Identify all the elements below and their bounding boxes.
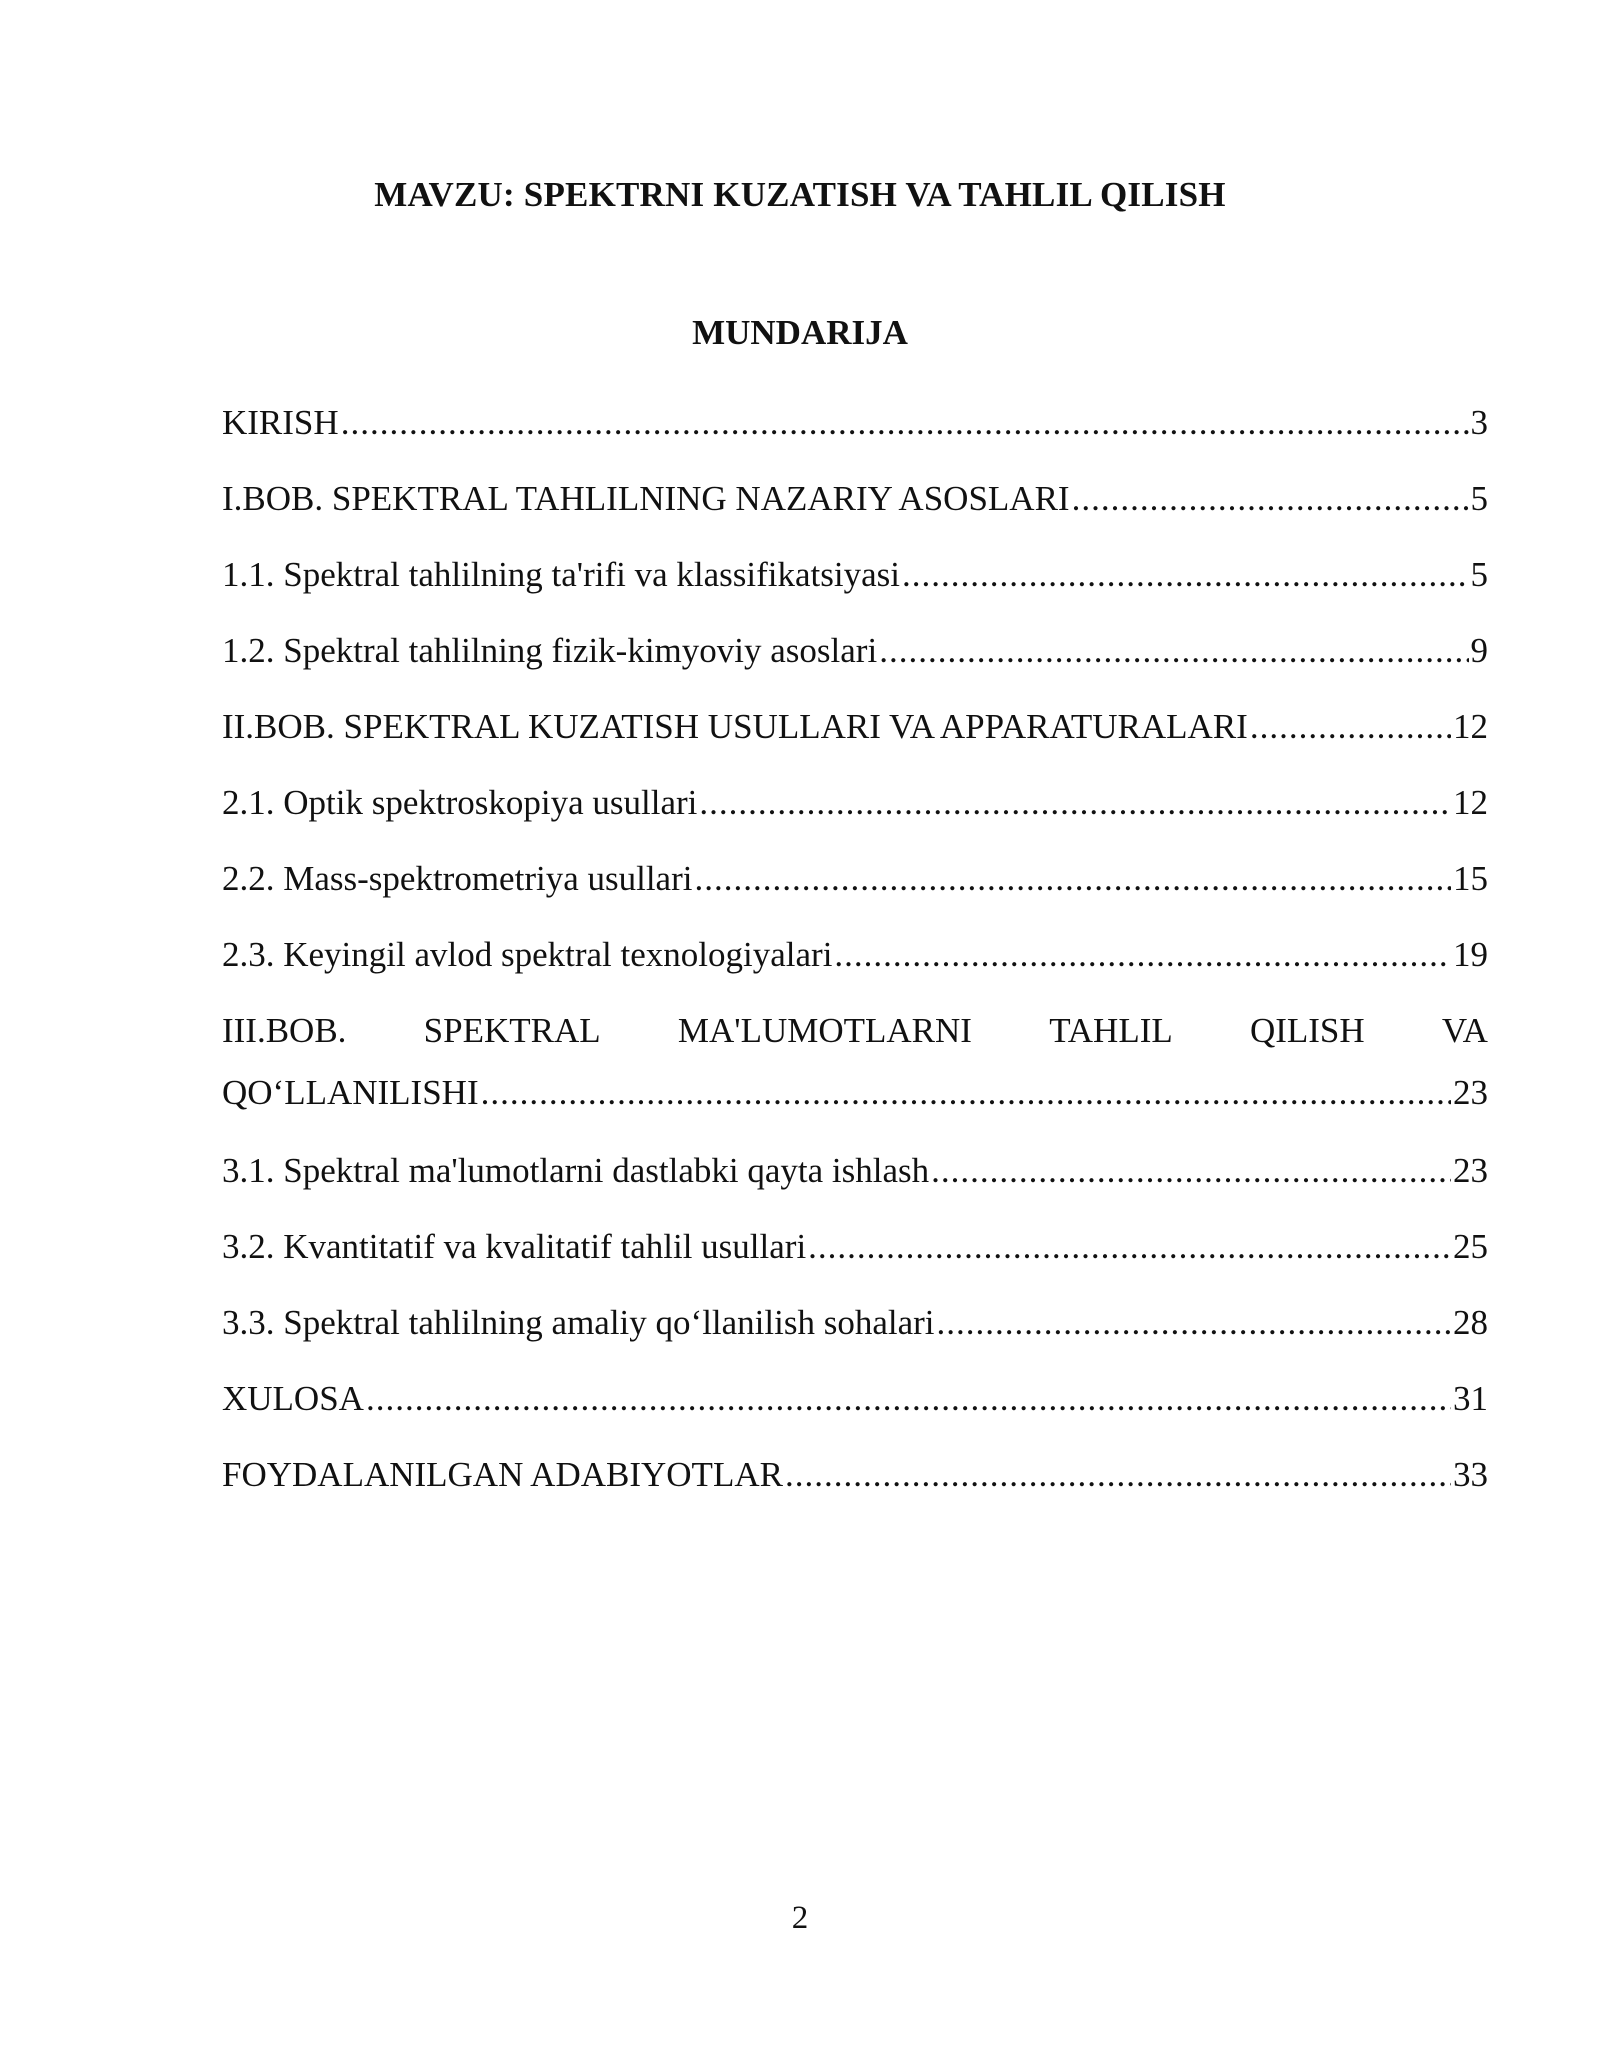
toc-word: SPEKTRAL (423, 1011, 601, 1050)
toc-word: III.BOB. (222, 1011, 347, 1050)
toc-entry-section-1-2[interactable] (222, 631, 1488, 707)
toc-entry-label: 1.1. Spektral tahlilning ta'rifi va klassifikatsiyasi (222, 555, 900, 594)
toc-entry-section-2-2[interactable] (222, 859, 1488, 935)
toc-entry-label-continuation: QO‘LLANILISHI (222, 1073, 479, 1112)
toc-entry-label-justified (222, 1011, 1488, 1073)
toc-entry-label: 3.2. Kvantitatif va kvalitatif tahlil usullari (222, 1227, 807, 1266)
toc-entry-label: I.BOB. SPEKTRAL TAHLILNING NAZARIY ASOSLARI (222, 479, 1070, 518)
toc-word: TAHLIL (1049, 1011, 1173, 1050)
toc-word: MA'LUMOTLARNI (677, 1011, 972, 1050)
toc-entry-page: 23 (1453, 1073, 1488, 1112)
toc-entry-page: 33 (1453, 1455, 1488, 1494)
toc-entry-chapter-2[interactable] (222, 707, 1488, 783)
toc-entry-section-1-1[interactable] (222, 555, 1488, 631)
toc-leader-dots (902, 555, 1469, 595)
toc-entry-label: II.BOB. SPEKTRAL KUZATISH USULLARI VA APPARATURALARI (222, 707, 1248, 746)
toc-entry-references[interactable] (222, 1455, 1488, 1531)
toc-entry-kirish[interactable] (222, 403, 1488, 479)
toc-word: QILISH (1249, 1011, 1365, 1050)
toc-entry-section-2-1[interactable] (222, 783, 1488, 859)
toc-entry-page: 5 (1470, 555, 1488, 594)
toc-entry-page: 25 (1453, 1227, 1488, 1266)
toc-leader-dots (481, 1073, 1451, 1113)
toc-entry-page: 19 (1453, 935, 1488, 974)
toc-entry-page: 5 (1470, 479, 1488, 518)
toc-entry-page: 12 (1453, 707, 1488, 746)
table-of-contents (222, 403, 1488, 1531)
toc-entry-page: 31 (1453, 1379, 1488, 1418)
toc-entry-label: 3.1. Spektral ma'lumotlarni dastlabki qayta ishlash (222, 1151, 930, 1190)
toc-heading: MUNDARIJA (692, 313, 908, 352)
toc-entry-label: 2.1. Optik spektroskopiya usullari (222, 783, 698, 822)
toc-leader-dots (879, 631, 1468, 671)
toc-entry-label: FOYDALANILGAN ADABIYOTLAR (222, 1455, 783, 1494)
toc-leader-dots (1072, 479, 1469, 519)
toc-leader-dots (694, 859, 1451, 899)
toc-leader-dots (834, 935, 1451, 975)
toc-entry-label: 3.3. Spektral tahlilning amaliy qo‘llanilish sohalari (222, 1303, 935, 1342)
toc-entry-page: 28 (1453, 1303, 1488, 1342)
toc-entry-label: 2.3. Keyingil avlod spektral texnologiyalari (222, 935, 833, 974)
toc-entry-xulosa[interactable] (222, 1379, 1488, 1455)
toc-entry-label: KIRISH (222, 403, 339, 442)
toc-entry-section-3-1[interactable] (222, 1151, 1488, 1227)
toc-entry-chapter-1[interactable] (222, 479, 1488, 555)
toc-entry-page: 12 (1453, 783, 1488, 822)
toc-leader-dots (931, 1151, 1451, 1191)
toc-leader-dots (341, 403, 1469, 443)
toc-entry-label: XULOSA (222, 1379, 364, 1418)
toc-entry-page: 9 (1470, 631, 1488, 670)
toc-entry-label: 2.2. Mass-spektrometriya usullari (222, 859, 693, 898)
toc-entry-section-3-2[interactable] (222, 1227, 1488, 1303)
toc-leader-dots (937, 1303, 1451, 1343)
toc-entry-chapter-3[interactable] (222, 1011, 1488, 1151)
toc-leader-dots (1250, 707, 1451, 747)
toc-leader-dots (366, 1379, 1451, 1419)
page-number: 2 (791, 1900, 809, 1936)
toc-leader-dots (785, 1455, 1451, 1495)
toc-entry-label: 1.2. Spektral tahlilning fizik-kimyoviy asoslari (222, 631, 878, 670)
toc-entry-page: 23 (1453, 1151, 1488, 1190)
toc-leader-dots (699, 783, 1451, 823)
toc-entry-page: 3 (1470, 403, 1488, 442)
toc-leader-dots (808, 1227, 1451, 1267)
document-title: MAVZU: SPEKTRNI KUZATISH VA TAHLIL QILISH (374, 175, 1226, 214)
toc-word: VA (1441, 1011, 1488, 1050)
toc-entry-page: 15 (1453, 859, 1488, 898)
toc-entry-section-3-3[interactable] (222, 1303, 1488, 1379)
toc-entry-section-2-3[interactable] (222, 935, 1488, 1011)
